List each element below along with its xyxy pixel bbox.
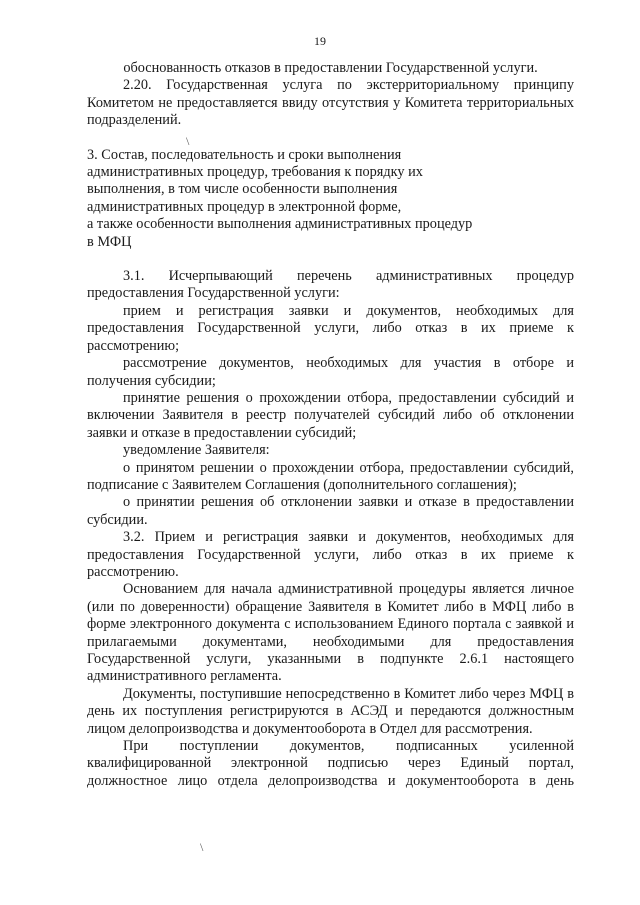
paragraph-electronic-signature: При поступлении документов, подписанных усиленной квалифицированной электронной подписью через Единый портал, должностное лицо отдела делопроизводства и документооборота в день	[87, 738, 574, 789]
paragraph-3-2: 3.2. Прием и регистрация заявки и документов, необходимых для предоставления Государственной услуги, либо отказ в их приеме к рассмотрению.	[87, 529, 574, 580]
list-item-review: рассмотрение документов, необходимых для участия в отборе и получения субсидии;	[87, 355, 574, 389]
heading-line-3: выполнения, в том числе особенности выполнения	[87, 181, 398, 198]
heading-line-4: административных процедур в электронной форме,	[87, 198, 402, 215]
list-item-reception: прием и регистрация заявки и документов, необходимых для предоставления Государственной услуги, либо отказ в их приеме к рассмотрению;	[87, 302, 574, 354]
paragraph-basis: Основанием для начала административной процедуры является личное (или по доверенности) обращение Заявителя в Комитет либо в МФЦ либо в форме электронного документа с использованием Единого портала с заявкой и прилагаемыми документами, необходимыми для предоставления Государственной услуги, указанными в подпункте 2.6.1 настоящего административного регламента.	[87, 581, 574, 685]
paragraph-refusal-justification: обоснованность отказов в предоставлении Государственной услуги.	[123, 60, 538, 76]
list-item-notification: уведомление Заявителя:	[123, 442, 270, 459]
heading-line-5: а также особенности выполнения административных процедур	[87, 216, 473, 233]
scan-mark: \	[186, 134, 190, 148]
heading-line-2: административных процедур, требования к порядку их	[87, 164, 423, 181]
list-item-decision: принятие решения о прохождении отбора, предоставлении субсидий и включении Заявителя в реестр получателей субсидий либо об отклонении заявки и отказе в предоставлении субсидий;	[87, 389, 574, 441]
heading-line-6: в МФЦ	[87, 233, 132, 250]
scan-mark: \	[200, 840, 204, 854]
list-subitem-rejected: о принятии решения об отклонении заявки и отказе в предоставлении субсидии.	[87, 494, 574, 528]
heading-line-1: 3. Состав, последовательность и сроки выполнения	[87, 146, 402, 163]
section-3-heading	[87, 147, 574, 251]
paragraph-documents-received: Документы, поступившие непосредственно в Комитет либо через МФЦ в день их поступления регистрируются в АСЭД и передаются должностным лицом делопроизводства и документооборота в Отдел для рассмотрения.	[87, 685, 574, 737]
paragraph-3-1: 3.1. Исчерпывающий перечень административных процедур предоставления Государственной услуги:	[87, 268, 574, 302]
list-subitem-accepted: о принятом решении о прохождении отбора, предоставлении субсидий, подписание с Заявителем Соглашения (дополнительного соглашения);	[87, 459, 574, 493]
paragraph-2-20: 2.20. Государственная услуга по экстерриториальному принципу Комитетом не предоставляется ввиду отсутствия у Комитета территориальных подразделений.	[87, 77, 574, 129]
page-number: 19	[314, 34, 326, 48]
document-body	[87, 60, 574, 790]
